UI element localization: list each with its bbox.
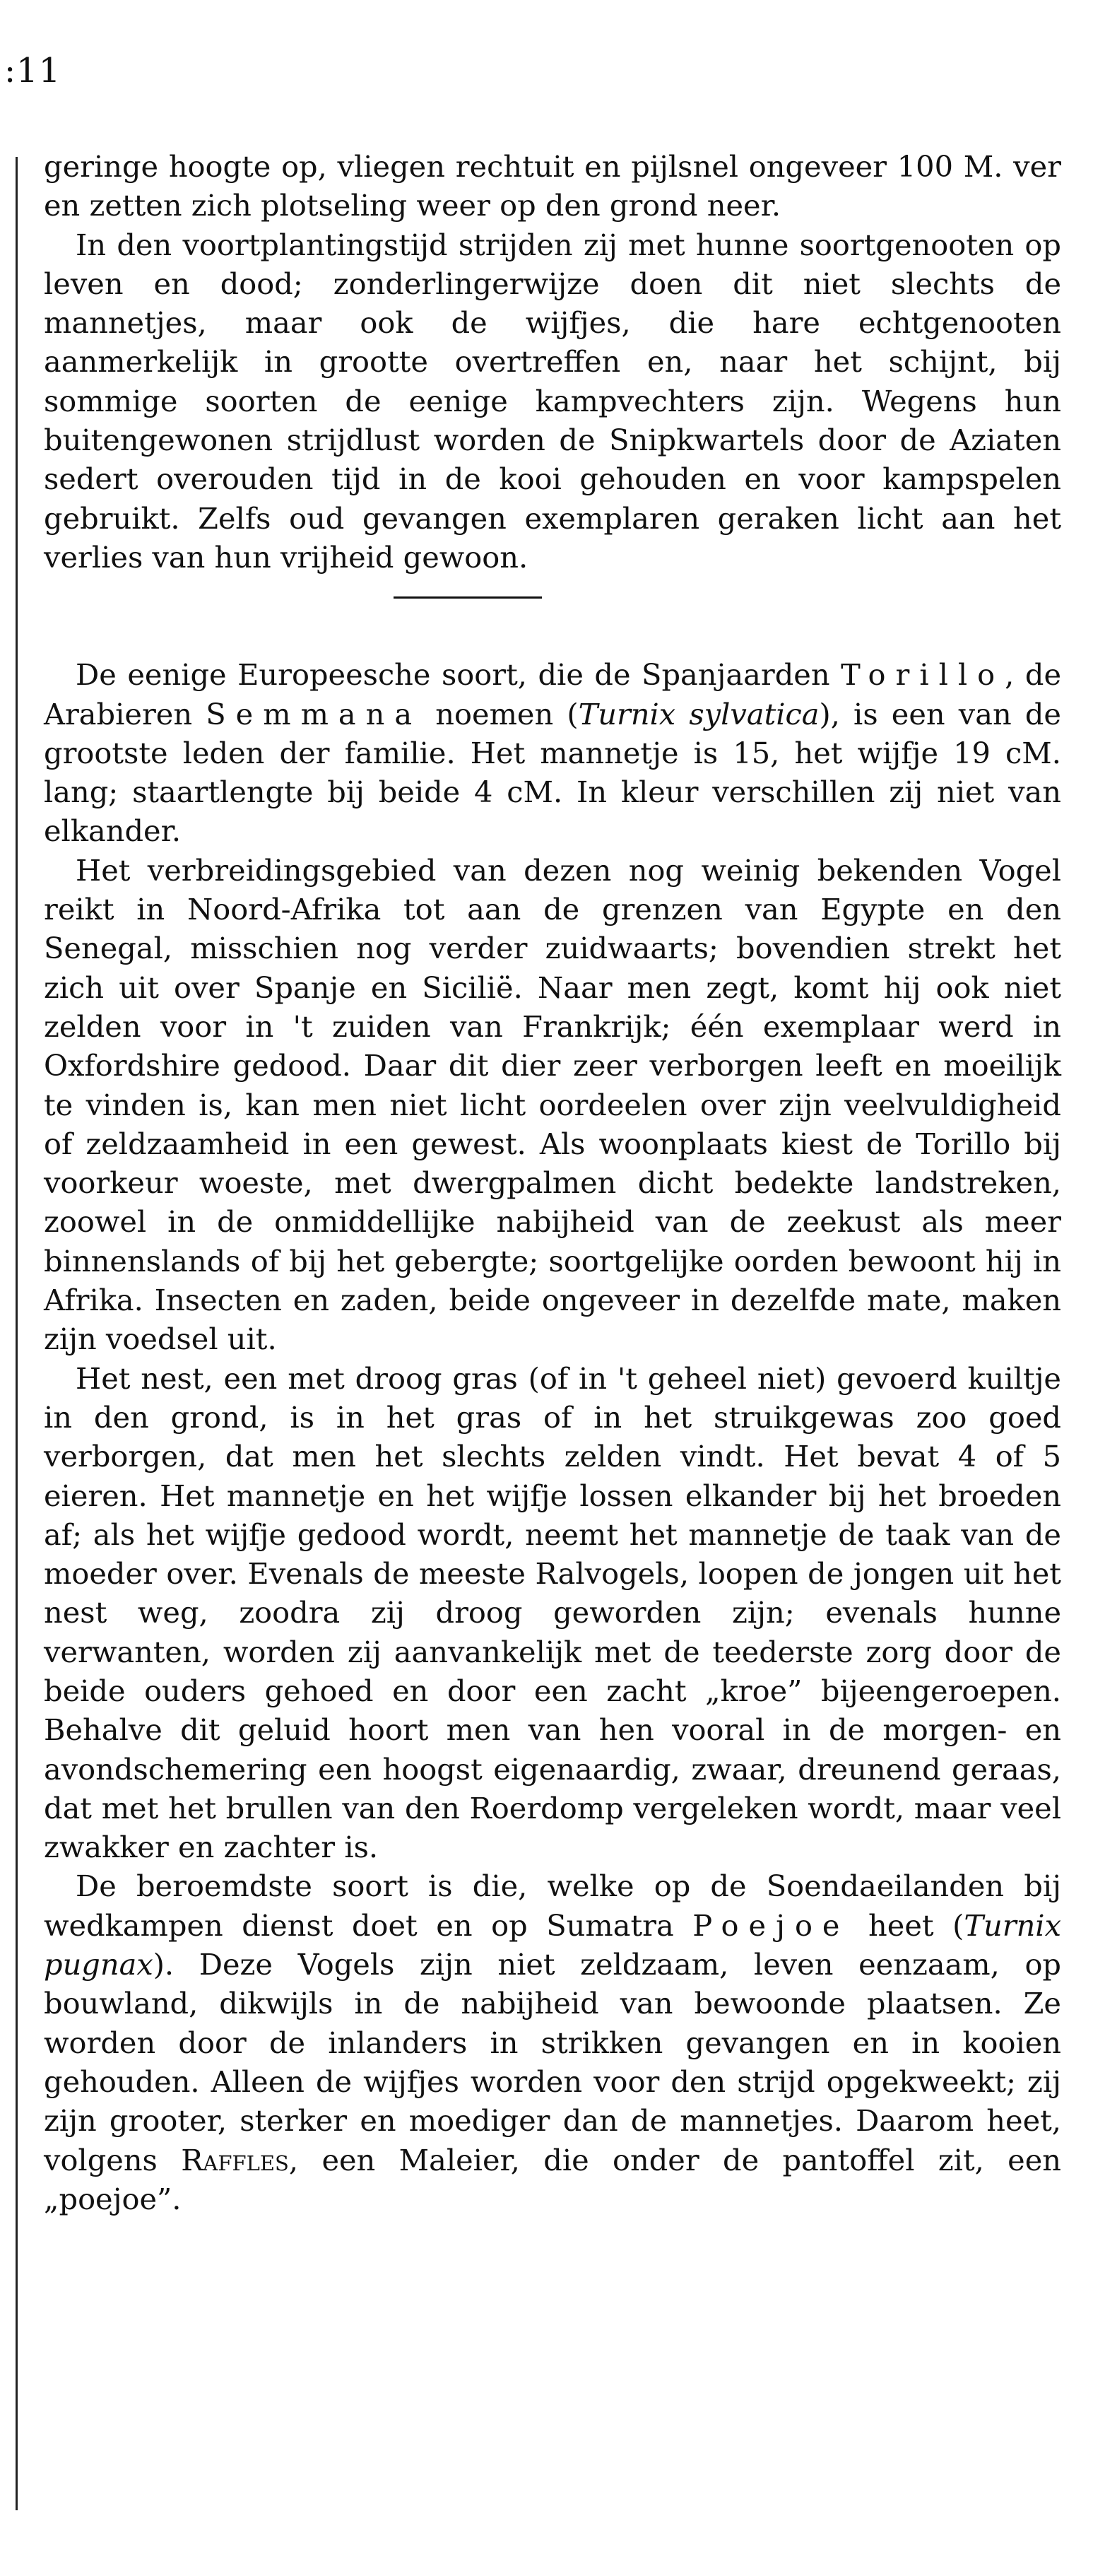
text-span: noemen ( <box>422 696 579 731</box>
scientific-name-turnix-pugnax: Turnix pugnax <box>44 1907 1061 1982</box>
text-span: ). Deze Vogels zijn niet zeldzaam, leven eenzaam, op bouwland, dikwijls in de nabijheid van bewoonde plaatsen. Ze worden door de inlanders in strikken gevangen en in kooien gehouden. Alleen de wijfjes worden voor den strijd opgekweekt; zij zijn grooter, sterker en moediger dan de mannetjes. Daarom heet, volgens <box>44 1947 1061 2177</box>
species-name-semmana: Semmana <box>206 696 423 731</box>
text-span: heet ( <box>849 1907 964 1943</box>
text-column <box>44 147 1061 2218</box>
text-span: De beroemdste soort is die, welke op de Soendaeilanden bij wedkampen dienst doet en op Sumatra <box>44 1869 1061 1943</box>
paragraph-breeding-fights: In den voortplantingstijd strijden zij met hunne soortgenooten op leven en dood; zonderlingerwijze doen dit niet slechts de mannetjes, maar ook de wijfjes, die hare echtgenooten aanmerkelijk in grootte overtreffen en, naar het schijnt, bij sommige soorten de eenige kampvechters zijn. Wegens hun buitengewonen strijdlust worden de Snipkwartels door de Aziaten sedert overouden tijd in de kooi gehouden en voor kampspelen gebruikt. Zelfs oud gevangen exemplaren geraken licht aan het verlies van hun vrijheid gewoon. <box>44 227 1061 575</box>
author-name-raffles: Raffles <box>181 2142 289 2177</box>
section-divider <box>394 596 542 599</box>
margin-rule <box>16 157 18 2510</box>
species-name-torillo: Torillo <box>841 657 1005 693</box>
paragraph-continuation: geringe hoogte op, vliegen rechtuit en pijlsnel ongeveer 100 M. ver en zetten zich plotseling weer op den grond neer. <box>44 149 1061 223</box>
scientific-name-turnix-sylvatica: Turnix sylvatica <box>578 696 820 731</box>
text-span: ), is een van de grootste leden der familie. Het mannetje is 15, het wijfje 19 cM. lang; staartlengte bij beide 4 cM. In kleur verschillen zij niet van elkander. <box>44 696 1061 849</box>
species-name-poejoe: Poejoe <box>692 1907 850 1943</box>
paragraph-distribution: Het verbreidingsgebied van dezen nog weinig bekenden Vogel reikt in Noord-Afrika tot aan de grenzen van Egypte en den Senegal, misschien nog verder zuidwaarts; bovendien strekt het zich uit over Spanje en Sicilië. Naar men zegt, komt hij ook niet zelden voor in 't zuiden van Frankrijk; één exemplaar werd in Oxfordshire gedood. Daar dit dier zeer verborgen leeft en moeilijk te vinden is, kan men niet licht oordeelen over zijn veelvuldigheid of zeldzaamheid in een gewest. Als woonplaats kiest de Torillo bij voorkeur woeste, met dwergpalmen dicht bedekte landstreken, zoowel in de onmiddellijke nabijheid van de zeekust als meer binnenslands of bij het gebergte; soortgelijke oorden bewoont hij in Afrika. Insecten en zaden, beide ongeveer in dezelfde mate, maken zijn voedsel uit. <box>44 852 1061 1357</box>
paragraph-european-species <box>44 655 1061 850</box>
text-span: , een Maleier, die onder de pantoffel zit, een „poejoe”. <box>44 2142 1061 2216</box>
text-span: De eenige Europeesche soort, die de Spanjaarden <box>76 657 841 693</box>
text-span: , de Arabieren <box>44 657 1062 731</box>
paragraph-famous-species <box>44 1866 1061 2218</box>
page-number: :11 <box>4 51 61 90</box>
paragraph-nest: Het nest, een met droog gras (of in 't geheel niet) gevoerd kuiltje in den grond, is in het gras of in het struikgewas zoo goed verborgen, dat men het slechts zelden vindt. Het bevat 4 of 5 eieren. Het mannetje en het wijfje lossen elkander bij het broeden af; als het wijfje gedood wordt, neemt het mannetje de taak van de moeder over. Evenals de meeste Ralvogels, loopen de jongen uit het nest weg, zoodra zij droog geworden zijn; evenals hunne verwanten, worden zij aanvankelijk met de teederste zorg door de beide ouders gehoed en door een zacht „kroe” bijeengeroepen. Behalve dit geluid hoort men van hen vooral in de morgen- en avondschemering een hoogst eigenaardig, zwaar, dreunend geraas, dat met het brullen van den Roerdomp vergeleken wordt, maar veel zwakker en zachter is. <box>44 1360 1061 1865</box>
